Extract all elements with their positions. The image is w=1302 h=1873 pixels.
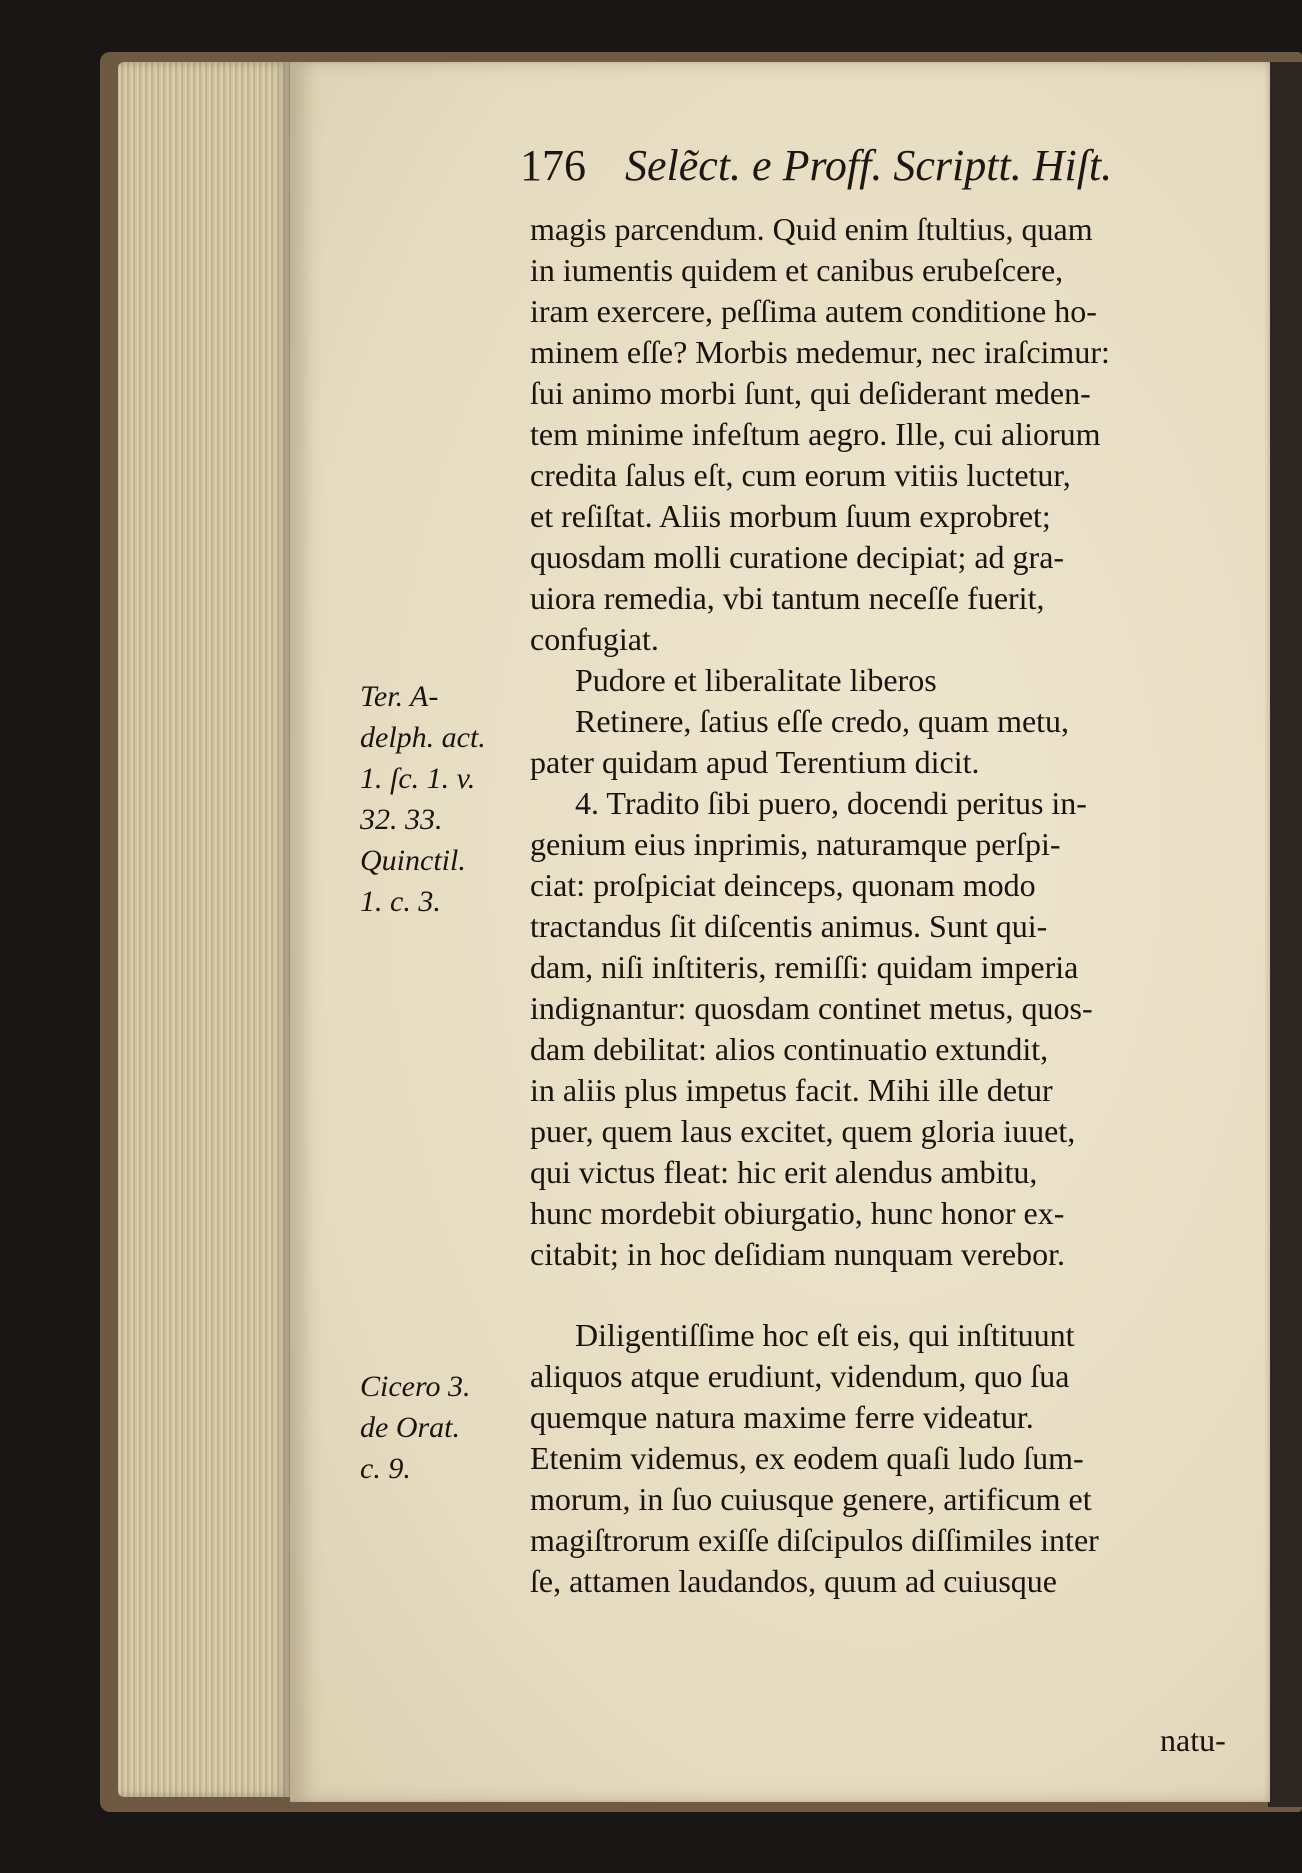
text-line: credita ſalus eſt, cum eorum vitiis luctetur, xyxy=(530,457,1071,493)
text-line: qui victus fleat: hic erit alendus ambitu, xyxy=(530,1154,1038,1190)
quote-line: pater quidam apud Terentium dicit. xyxy=(530,744,980,780)
text-line: 4. Tradito ſibi puero, docendi peritus in- xyxy=(575,785,1087,821)
quote-line: Pudore et liberalitate liberos xyxy=(575,662,937,698)
text-line: aliquos atque erudiunt, videndum, quo ſua xyxy=(530,1358,1070,1394)
margin-note-line: 1. ſc. 1. v. xyxy=(360,762,476,795)
text-line: genium eius inprimis, naturamque perſpi- xyxy=(530,826,1061,862)
margin-note-terence xyxy=(360,676,520,840)
margin-note-line: Ter. A- xyxy=(360,680,439,713)
text-line: ciat: proſpiciat deinceps, quonam modo xyxy=(530,867,1036,903)
page-number: 176 xyxy=(520,141,586,190)
margin-note-line: Quinctil. xyxy=(360,844,466,877)
book-right-edge xyxy=(1268,62,1302,1807)
text-line: quemque natura maxime ferre videatur. xyxy=(530,1399,1034,1435)
text-line: indignantur: quosdam continet metus, quos- xyxy=(530,990,1093,1026)
text-line: tem minime infeſtum aegro. Ille, cui aliorum xyxy=(530,416,1101,452)
running-header xyxy=(520,140,1112,191)
text-line: dam debilitat: alios continuatio extundit, xyxy=(530,1031,1049,1067)
margin-note-line: 32. 33. xyxy=(360,803,443,836)
text-line: minem eſſe? Morbis medemur, nec iraſcimur: xyxy=(530,334,1110,370)
margin-note-line: delph. act. xyxy=(360,721,486,754)
margin-note-quintilian xyxy=(360,840,520,922)
text-line: hunc mordebit obiurgatio, hunc honor ex- xyxy=(530,1195,1065,1231)
page-edges xyxy=(118,62,290,1797)
margin-note-line: Cicero 3. xyxy=(360,1370,471,1403)
running-title: Selẽct. e Proff. Scriptt. Hiſt. xyxy=(625,141,1113,190)
text-line: puer, quem laus excitet, quem gloria iuuet, xyxy=(530,1113,1076,1149)
text-line: ſui animo morbi ſunt, qui deſiderant meden- xyxy=(530,375,1091,411)
text-line: dam, niſi inſtiteris, remiſſi: quidam imperia xyxy=(530,949,1079,985)
margin-note-cicero xyxy=(360,1366,520,1489)
catchword: natu- xyxy=(1160,1722,1226,1758)
text-line: et reſiſtat. Aliis morbum ſuum exprobret; xyxy=(530,498,1051,534)
paragraph-gap xyxy=(530,1275,1245,1315)
text-line: iram exercere, peſſima autem conditione ho- xyxy=(530,293,1097,329)
margin-note-line: c. 9. xyxy=(360,1452,411,1485)
text-line: uiora remedia, vbi tantum neceſſe fuerit, xyxy=(530,580,1045,616)
margin-note-line: 1. c. 3. xyxy=(360,885,441,918)
text-line: citabit; in hoc deſidiam nunquam verebor. xyxy=(530,1236,1065,1272)
text-line: tractandus ſit diſcentis animus. Sunt qui- xyxy=(530,908,1048,944)
text-line: Etenim videmus, ex eodem quaſi ludo ſum- xyxy=(530,1440,1084,1476)
margin-note-line: de Orat. xyxy=(360,1411,460,1444)
text-line: Diligentiſſime hoc eſt eis, qui inſtituunt xyxy=(575,1317,1075,1353)
main-text xyxy=(530,209,1245,1602)
text-line: magis parcendum. Quid enim ſtultius, quam xyxy=(530,211,1093,247)
text-line: ſe, attamen laudandos, quum ad cuiusque xyxy=(530,1563,1057,1599)
text-line: magiſtrorum exiſſe diſcipulos diſſimiles inter xyxy=(530,1522,1099,1558)
quote-line: Retinere, ſatius eſſe credo, quam metu, xyxy=(575,703,1070,739)
text-line: in iumentis quidem et canibus erubeſcere, xyxy=(530,252,1064,288)
text-line: confugiat. xyxy=(530,621,659,657)
text-line: quosdam molli curatione decipiat; ad gra- xyxy=(530,539,1065,575)
text-line: morum, in ſuo cuiusque genere, artificum et xyxy=(530,1481,1092,1517)
text-line: in aliis plus impetus facit. Mihi ille detur xyxy=(530,1072,1053,1108)
